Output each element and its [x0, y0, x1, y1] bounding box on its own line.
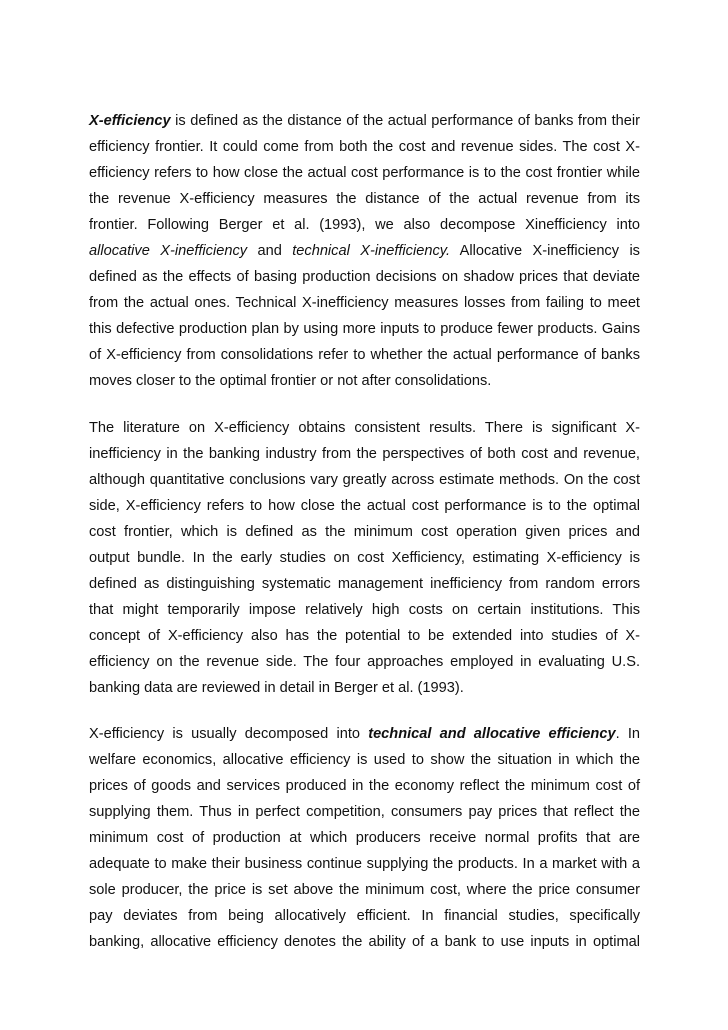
text-line: side, X-efficiency refers to how close the actual cost performance is to the optimal — [89, 498, 640, 514]
text-line: banking, allocative efficiency denotes the ability of a bank to use inputs in optimal — [89, 934, 640, 950]
text-segment: . In — [615, 726, 640, 742]
text-line: inefficiency in the banking industry from the perspectives of both cost and revenue, — [89, 446, 640, 462]
term-technical-x-inefficiency: technical X-inefficiency. — [292, 243, 451, 259]
text-segment: X-efficiency is usually decomposed into — [89, 726, 369, 742]
text-line: concept of X-efficiency also has the potential to be extended into studies of X- — [89, 628, 640, 644]
text-line: supplying them. Thus in perfect competition, consumers pay prices that reflect the — [89, 804, 640, 820]
text-line: defined as distinguishing systematic management inefficiency from random errors — [89, 576, 640, 592]
text-line: this defective production plan by using more inputs to produce fewer products. Gains — [89, 321, 640, 337]
text-line — [89, 724, 640, 744]
term-x-efficiency: X-efficiency — [89, 113, 171, 129]
text-line: efficiency on the revenue side. The four approaches employed in evaluating U.S. — [89, 654, 640, 670]
term-technical-and-allocative-efficiency: technical and allocative efficiency — [368, 726, 616, 742]
text-line — [89, 241, 640, 261]
text-line: from the actual ones. Technical X-inefficiency measures losses from failing to meet — [89, 295, 640, 311]
text-segment: is defined as the distance of the actual performance of banks from their — [170, 113, 640, 129]
text-line: efficiency frontier. It could come from both the cost and revenue sides. The cost X- — [89, 139, 640, 155]
text-line: efficiency refers to how close the actual cost performance is to the cost frontier while — [89, 165, 640, 181]
text-line: moves closer to the optimal frontier or not after consolidations. — [89, 373, 492, 389]
text-line: the revenue X-efficiency measures the distance of the actual revenue from its — [89, 191, 640, 207]
text-line: The literature on X-efficiency obtains consistent results. There is significant X- — [89, 420, 640, 436]
text-line: although quantitative conclusions vary greatly across estimate methods. On the cost — [89, 472, 640, 488]
text-line: that might temporarily impose relatively high costs on certain institutions. This — [89, 602, 640, 618]
text-line: cost frontier, which is defined as the minimum cost operation given prices and — [89, 524, 640, 540]
text-segment: and — [247, 243, 293, 259]
text-line: of X-efficiency from consolidations refer to whether the actual performance of banks — [89, 347, 640, 363]
text-line: output bundle. In the early studies on cost Xefficiency, estimating X-efficiency is — [89, 550, 640, 566]
text-line: prices of goods and services produced in the economy reflect the minimum cost of — [89, 778, 640, 794]
text-line: pay deviates from being allocatively efficient. In financial studies, specifically — [89, 908, 640, 924]
text-line: minimum cost of production at which producers receive normal profits that are — [89, 830, 640, 846]
text-line: welfare economics, allocative efficiency is used to show the situation in which the — [89, 752, 640, 768]
text-line: adequate to make their business continue supplying the products. In a market with a — [89, 856, 640, 872]
text-line: banking data are reviewed in detail in Berger et al. (1993). — [89, 680, 464, 696]
text-line — [89, 111, 640, 131]
text-line: defined as the effects of basing production decisions on shadow prices that deviate — [89, 269, 640, 285]
term-allocative-x-inefficiency: allocative X-inefficiency — [89, 243, 248, 259]
text-line: frontier. Following Berger et al. (1993), we also decompose Xinefficiency into — [89, 217, 640, 233]
text-segment: Allocative X-inefficiency is — [450, 243, 640, 259]
text-line: sole producer, the price is set above the minimum cost, where the price consumer — [89, 882, 640, 898]
